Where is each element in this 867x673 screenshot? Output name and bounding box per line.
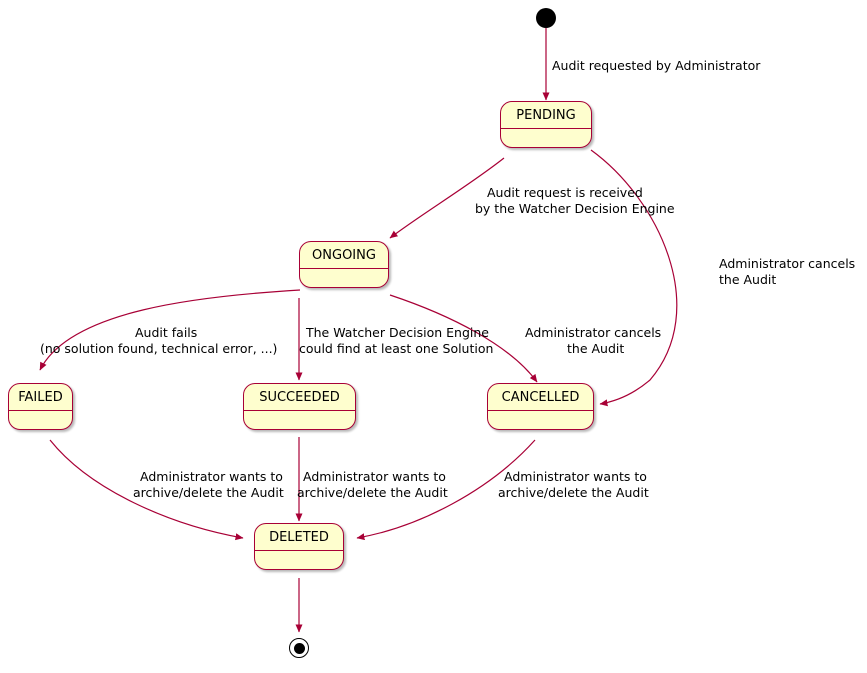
initial-state-node	[536, 8, 556, 28]
edge-label-pending-cancelled-2: the Audit	[719, 272, 777, 287]
edge-label-ongoing-succeeded-2: could find at least one Solution	[299, 341, 494, 356]
edge-label-succeeded-deleted-2: archive/delete the Audit	[297, 485, 448, 500]
edge-label-cancelled-deleted-2: archive/delete the Audit	[498, 485, 649, 500]
state-failed-label: FAILED	[9, 384, 72, 411]
edge-label-ongoing-failed-1: Audit fails	[135, 325, 198, 340]
edge-label-ongoing-cancelled-1: Administrator cancels	[525, 325, 662, 340]
state-pending-label: PENDING	[501, 102, 591, 129]
state-succeeded[interactable]	[243, 383, 356, 430]
state-cancelled-label: CANCELLED	[488, 384, 593, 411]
edge-label-pending-ongoing-1: Audit request is received	[487, 185, 643, 200]
edge-label-failed-deleted-2: archive/delete the Audit	[133, 485, 284, 500]
state-ongoing-body	[300, 269, 388, 287]
state-deleted[interactable]	[254, 523, 344, 570]
state-failed-body	[9, 411, 72, 429]
edge-label-ongoing-failed-2: (no solution found, technical error, ...)	[40, 341, 278, 356]
edge-label-cancelled-deleted-1: Administrator wants to	[504, 469, 647, 484]
edge-label-succeeded-deleted-1: Administrator wants to	[303, 469, 446, 484]
edge-label-pending-ongoing-2: by the Watcher Decision Engine	[475, 201, 675, 216]
state-pending[interactable]	[500, 101, 592, 148]
state-succeeded-label: SUCCEEDED	[244, 384, 355, 411]
edge-label-ongoing-succeeded-1: The Watcher Decision Engine	[306, 325, 489, 340]
state-pending-body	[501, 129, 591, 147]
state-ongoing[interactable]	[299, 241, 389, 288]
edge-label-ongoing-cancelled-2: the Audit	[567, 341, 625, 356]
state-cancelled[interactable]	[487, 383, 594, 430]
state-deleted-label: DELETED	[255, 524, 343, 551]
edge-label-start-pending: Audit requested by Administrator	[552, 58, 761, 73]
state-ongoing-label: ONGOING	[300, 242, 388, 269]
state-failed[interactable]	[8, 383, 73, 430]
final-state-node-inner	[294, 643, 305, 654]
state-deleted-body	[255, 551, 343, 569]
state-succeeded-body	[244, 411, 355, 429]
edge-label-pending-cancelled-1: Administrator cancels	[719, 256, 856, 271]
edge-label-failed-deleted-1: Administrator wants to	[140, 469, 283, 484]
state-cancelled-body	[488, 411, 593, 429]
